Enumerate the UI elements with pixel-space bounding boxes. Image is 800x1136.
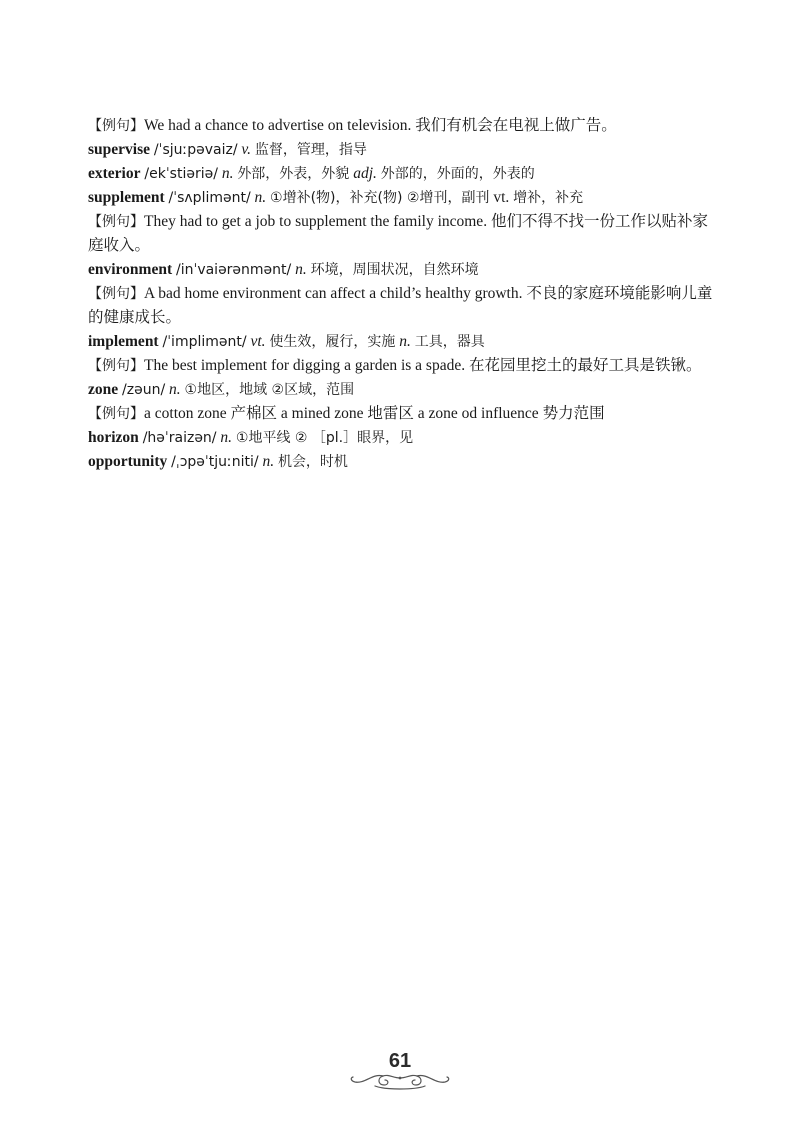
word-entry-supplement (88, 186, 718, 210)
meaning-2: 增补，补充 (513, 190, 584, 206)
phonetic: /inˈvaiərənmənt/ (175, 262, 292, 278)
example-sentence (88, 282, 718, 330)
example-text: A bad home environment can affect a child’s healthy growth. 不良的家庭环境能影响儿童的健康成长。 (88, 285, 713, 326)
meaning: 使生效，履行，实施 (269, 334, 396, 350)
example-sentence (88, 210, 718, 258)
meaning: 环境，周围状况，自然环境 (310, 262, 479, 278)
part-of-speech: n. (220, 429, 233, 446)
example-sentence (88, 354, 718, 378)
phonetic: /zəun/ (122, 382, 166, 398)
part-of-speech: n. (262, 453, 275, 470)
example-label: 【例句】 (88, 214, 144, 230)
headword: supervise (88, 141, 150, 158)
word-entry-zone (88, 378, 718, 402)
headword: environment (88, 261, 173, 278)
example-text: They had to get a job to supplement the family income. 他们不得不找一份工作以贴补家庭收入。 (88, 213, 708, 254)
part-of-speech-2: n. (399, 333, 411, 350)
example-label: 【例句】 (88, 118, 144, 134)
part-of-speech: n. (169, 381, 181, 398)
scroll-flourish-icon (345, 1072, 455, 1092)
word-entry-exterior (88, 162, 718, 186)
example-label: 【例句】 (88, 406, 144, 422)
phonetic: /ekˈstiəriə/ (144, 166, 218, 182)
word-entry-environment (88, 258, 718, 282)
part-of-speech: vt. (250, 333, 266, 350)
part-of-speech-2: adj. (353, 165, 377, 182)
part-of-speech: n. (295, 261, 307, 278)
phonetic: /ˈimplimənt/ (162, 334, 247, 350)
headword: implement (88, 333, 159, 350)
phonetic: /ˌɔpəˈtjuːniti/ (171, 454, 259, 470)
meaning: 监督，管理，指导 (254, 142, 367, 158)
vocabulary-list (88, 114, 718, 474)
phonetic: /həˈraizən/ (142, 430, 217, 446)
meaning-2: 外部的，外面的，外表的 (380, 166, 535, 182)
meaning: ①地平线 ② ［pl.］眼界，见 (235, 430, 414, 446)
phonetic: /ˈsjuːpəvaiz/ (153, 142, 238, 158)
meaning-2: 工具，器具 (414, 334, 485, 350)
headword: zone (88, 381, 119, 398)
example-sentence (88, 402, 718, 426)
phonetic: /ˈsʌplimənt/ (168, 190, 251, 206)
example-text: The best implement for digging a garden is a spade. 在花园里挖土的最好工具是铁锹。 (144, 357, 702, 374)
part-of-speech: v. (241, 141, 252, 158)
word-entry-horizon (88, 426, 718, 450)
page-number: 61 (388, 1050, 412, 1072)
headword: horizon (88, 429, 139, 446)
meaning: ①增补(物)，补充(物) ②增刊，副刊 (270, 190, 490, 206)
example-label: 【例句】 (88, 358, 144, 374)
headword: supplement (88, 189, 165, 206)
meaning: 外部，外表，外貌 (237, 166, 350, 182)
headword: opportunity (88, 453, 168, 470)
example-sentence (88, 114, 718, 138)
headword: exterior (88, 165, 141, 182)
example-label: 【例句】 (88, 286, 144, 302)
part-of-speech: n. (221, 165, 234, 182)
word-entry-implement (88, 330, 718, 354)
part-of-speech-2: vt. (493, 189, 510, 206)
meaning: ①地区，地域 ②区域，范围 (184, 382, 355, 398)
part-of-speech: n. (254, 189, 267, 206)
word-entry-supervise (88, 138, 718, 162)
example-text: a cotton zone 产棉区 a mined zone 地雷区 a zone od influence 势力范围 (144, 405, 605, 422)
page-footer (0, 1050, 800, 1092)
meaning: 机会，时机 (277, 454, 348, 470)
word-entry-opportunity (88, 450, 718, 474)
example-text: We had a chance to advertise on television. 我们有机会在电视上做广告。 (144, 117, 617, 134)
